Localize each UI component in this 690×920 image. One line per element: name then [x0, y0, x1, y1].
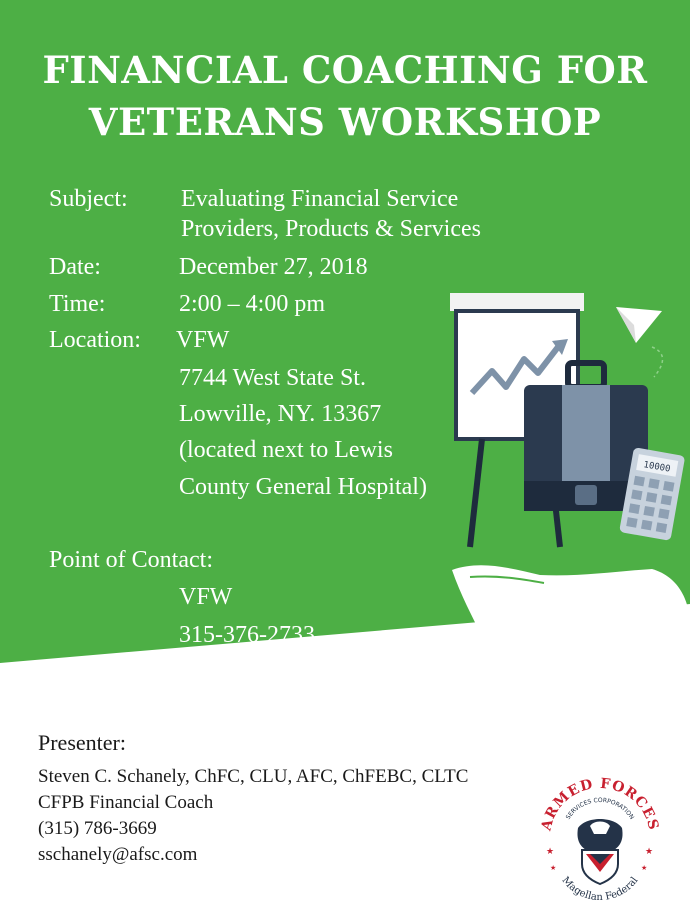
calculator-display: 10000 — [642, 460, 672, 475]
presenter-label: Presenter: — [38, 730, 126, 755]
eagle-shield-icon — [577, 819, 622, 884]
svg-text:★: ★ — [546, 846, 555, 856]
paper-plane-icon — [616, 307, 663, 377]
location-line-5: County General Hospital) — [179, 474, 427, 500]
logo-arc-sub: SERVICES CORPORATION — [564, 796, 636, 821]
illustration — [440, 285, 690, 745]
location-line-3: Lowville, NY. 13367 — [179, 401, 382, 427]
location-line-1: VFW — [176, 327, 230, 353]
logo-arc-top: ARMED FORCES — [538, 775, 662, 833]
time-value: 2:00 – 4:00 pm — [179, 291, 326, 317]
presenter-name: Steven C. Schanely, ChFC, CLU, AFC, ChFEBC, CLTC — [38, 766, 469, 787]
svg-text:SERVICES CORPORATION — [565, 797, 636, 821]
presenter-email: sschanely@afsc.com — [38, 844, 198, 865]
location-line-2: 7744 West State St. — [179, 365, 366, 391]
subject-label: Subject: — [49, 186, 128, 212]
armed-forces-logo — [528, 766, 668, 908]
workshop-title — [0, 44, 690, 148]
contact-phone: 315-376-2733 — [179, 622, 315, 648]
title-line-1: FINANCIAL COACHING FOR — [42, 48, 648, 92]
presenter-role: CFPB Financial Coach — [38, 792, 214, 813]
svg-text:★: ★ — [645, 846, 654, 856]
time-label: Time: — [49, 291, 106, 317]
logo-arc-bottom: Magellan Federal — [559, 874, 641, 904]
contact-label: Point of Contact: — [49, 547, 213, 573]
contact-name: VFW — [179, 584, 233, 610]
subject-value-line-1: Evaluating Financial Service — [181, 186, 459, 212]
hand-icon — [452, 565, 690, 735]
location-label: Location: — [49, 327, 141, 353]
title-line-2: VETERANS WORKSHOP — [88, 100, 602, 144]
svg-text:★: ★ — [550, 864, 557, 872]
date-value: December 27, 2018 — [179, 254, 368, 280]
subject-value-line-2: Providers, Products & Services — [181, 216, 481, 242]
svg-text:★: ★ — [641, 864, 648, 872]
presenter-phone: (315) 786-3669 — [38, 818, 157, 839]
location-line-4: (located next to Lewis — [179, 437, 393, 463]
date-label: Date: — [49, 254, 101, 280]
